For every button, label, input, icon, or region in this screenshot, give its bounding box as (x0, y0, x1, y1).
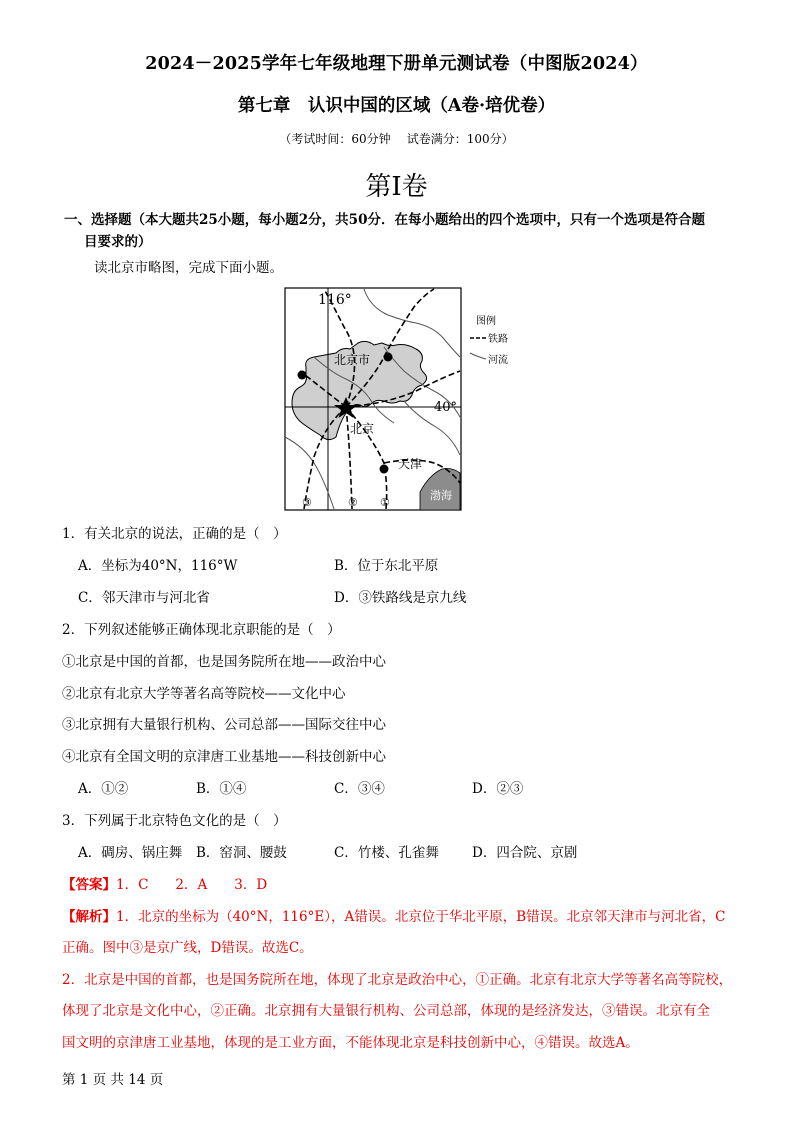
q1-option-a: A．坐标为40°N，116°W (78, 558, 238, 574)
analysis-line-2: 正确。图中③是京广线，D错误。故选C。 (62, 940, 313, 956)
analysis-line-4: 体现了北京是文化中心，②正确。北京拥有大量银行机构、公司总部，体现的是经济发达，③错误。北京有全 (62, 1003, 710, 1019)
section-heading (64, 209, 754, 253)
q2-option-b: B．①④ (196, 781, 247, 797)
answer-text: 1．C 2．A 3．D (116, 877, 268, 893)
q2-option-c: C．③④ (334, 781, 385, 797)
q1-option-c: C．邻天津市与河北省 (78, 590, 210, 606)
legend-title: 图例 (476, 316, 496, 327)
exam-time: （考试时间：60分钟 (279, 132, 391, 146)
bohai-label: 渤海 (430, 489, 452, 502)
answer-line (62, 873, 267, 893)
analysis-line-3: 2．北京是中国的首都，也是国务院所在地，体现了北京是政治中心，①正确。北京有北京大学等著名高等院校， (62, 972, 733, 988)
rail-3-label: ③ (302, 496, 312, 509)
legend-river-symbol (470, 353, 486, 359)
legend-river-label: 河流 (488, 355, 508, 366)
exam-title: 2024－2025学年七年级地理下册单元测试卷（中图版2024） (145, 54, 648, 74)
question-2-stem: 2．下列叙述能够正确体现北京职能的是（ ） (62, 622, 341, 638)
lat-label: 40° (434, 400, 458, 415)
q1-option-b: B．位于东北平原 (334, 558, 439, 574)
analysis-label: 【解析】 (62, 909, 116, 925)
analysis-line-5: 国文明的京津唐工业基地，体现的是工业方面，不能体现北京是科技创新中心，④错误。故选A。 (62, 1035, 639, 1051)
section-heading-line1: 一、选择题（本大题共25小题，每小题2分，共50分．在每小题给出的四个选项中，只有一个选项是符合题 (64, 212, 705, 228)
section-heading-line2: 目要求的） (84, 234, 152, 250)
chapter-subtitle: 第七章 认识中国的区域（A卷·培优卷） (237, 96, 556, 116)
q3-option-c: C．竹楼、孔雀舞 (334, 845, 439, 861)
beijing-label: 北京 (350, 422, 375, 436)
q2-statement-3: ③北京拥有大量银行机构、公司总部——国际交往中心 (62, 717, 386, 733)
lon-label: 116° (318, 292, 352, 308)
q1-option-d: D．③铁路线是京九线 (334, 590, 467, 606)
legend-rail-label: 铁路 (488, 334, 508, 345)
q2-option-a: A．①② (78, 781, 129, 797)
analysis-text-1: 1．北京的坐标为（40°N，116°E），A错误。北京位于华北平原，B错误。北京邻天津市与河北省，C (116, 909, 726, 925)
beijing-map (284, 287, 524, 513)
q2-option-d: D．②③ (472, 781, 524, 797)
tianjin-dot (380, 465, 389, 474)
analysis-line-1 (62, 905, 725, 925)
rail-2-label: ② (348, 496, 358, 509)
q2-statement-2: ②北京有北京大学等著名高等院校——文化中心 (62, 686, 346, 702)
q3-option-a: A．碉房、锅庄舞 (78, 845, 183, 861)
volume-heading: 第Ⅰ卷 (365, 172, 428, 202)
question-1-stem: 1．有关北京的说法，正确的是（ ） (62, 526, 287, 542)
rail-1-label: ① (380, 496, 390, 509)
exam-info (0, 130, 793, 147)
question-3-stem: 3．下列属于北京特色文化的是（ ） (62, 813, 287, 829)
city-dot-north (384, 353, 393, 362)
beijing-city-label: 北京市 (334, 353, 371, 367)
q2-statement-1: ①北京是中国的首都，也是国务院所在地——政治中心 (62, 654, 386, 670)
tianjin-label: 天津 (398, 457, 423, 471)
map-intro: 读北京市略图，完成下面小题。 (94, 260, 283, 276)
q3-option-d: D．四合院、京剧 (472, 845, 578, 861)
q2-statement-4: ④北京有全国文明的京津唐工业基地——科技创新中心 (62, 749, 386, 765)
full-score: 试卷满分：100分） (406, 132, 514, 146)
answer-label: 【答案】 (62, 877, 116, 893)
q3-option-b: B．窑洞、腰鼓 (196, 845, 287, 861)
city-dot-west (298, 371, 307, 380)
page-footer: 第 1 页 共 14 页 (62, 1072, 164, 1088)
